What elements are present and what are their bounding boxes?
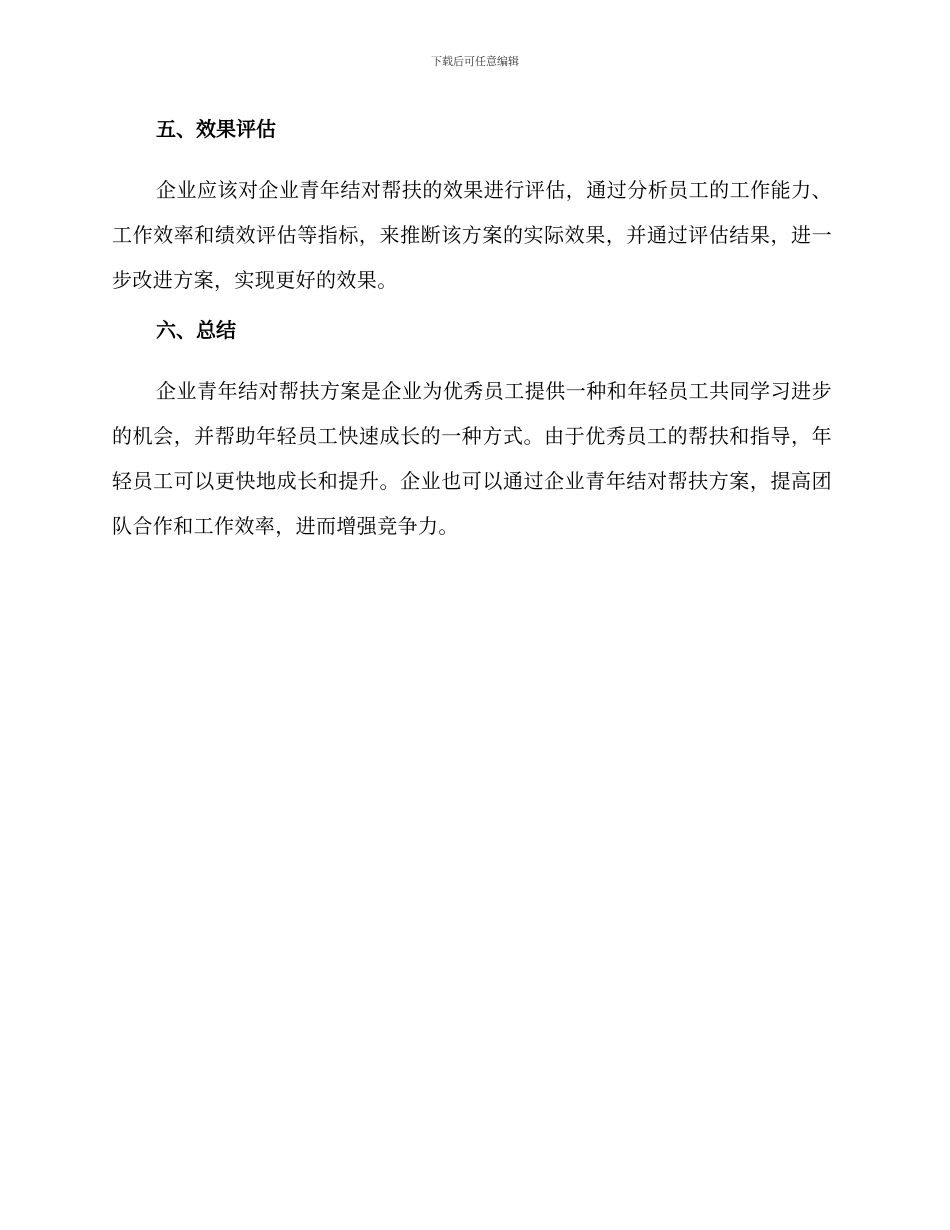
section-heading-evaluation: 五、效果评估 (156, 117, 276, 141)
section-paragraph-evaluation: 企业应该对企业青年结对帮扶的效果进行评估，通过分析员工的工作能力、工作效率和绩效评估等指标，来推断该方案的实际效果，并通过评估结果，进一步改进方案，实现更好的效果。 (112, 178, 832, 292)
document-body (112, 112, 832, 549)
section-paragraph-summary: 企业青年结对帮扶方案是企业为优秀员工提供一种和年轻员工共同学习进步的机会，并帮助年轻员工快速成长的一种方式。由于优秀员工的帮扶和指导，年轻员工可以更快地成长和提升。企业也可以通过企业青年结对帮扶方案，提高团队合作和工作效率，进而增强竞争力。 (112, 379, 832, 538)
header-note: 下载后可任意编辑 (431, 55, 519, 68)
section-heading-summary: 六、总结 (156, 318, 236, 342)
